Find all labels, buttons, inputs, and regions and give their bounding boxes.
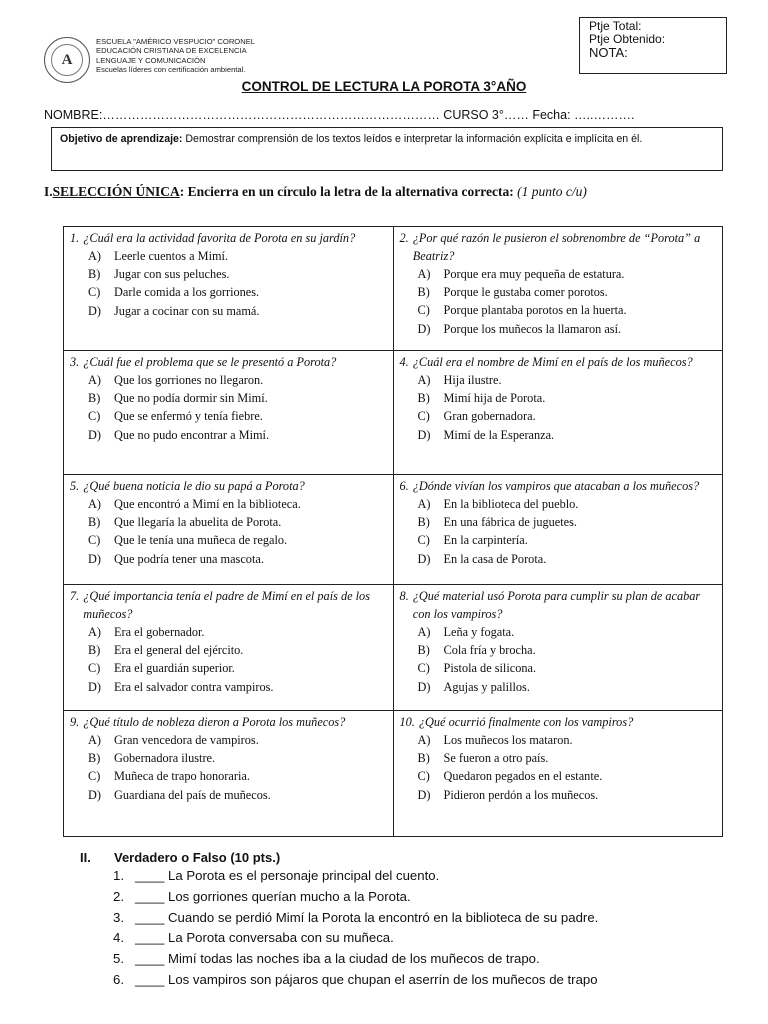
- question-text: 10. ¿Qué ocurrió finalmente con los vampiros?: [399, 715, 634, 729]
- option[interactable]: D) Jugar a cocinar con su mamá.: [88, 303, 260, 318]
- option[interactable]: A) Los muñecos los mataron.: [417, 733, 573, 747]
- option[interactable]: A) Hija ilustre.: [417, 373, 502, 387]
- question-cell: [64, 227, 394, 351]
- section-2-roman: II.: [80, 850, 91, 865]
- question-text: 6. ¿Dónde vivían los vampiros que atacaban a los muñecos?: [399, 479, 700, 493]
- question-text: 8. ¿Qué material usó Porota para cumplir su plan de acabar con los vampiros?: [399, 589, 701, 621]
- question-cell: [393, 585, 723, 711]
- option[interactable]: A) Era el gobernador.: [88, 625, 205, 639]
- question-cell: [393, 711, 723, 837]
- option[interactable]: B) Cola fría y brocha.: [417, 643, 536, 658]
- question-cell: [64, 585, 394, 711]
- section-2-title: Verdadero o Falso (10 pts.): [114, 850, 281, 865]
- option[interactable]: A) En la biblioteca del pueblo.: [417, 497, 579, 511]
- section-1-heading: [44, 184, 587, 200]
- section-1-points: (1 punto c/u): [517, 184, 587, 199]
- option[interactable]: D) Que no pudo encontrar a Mimí.: [88, 427, 270, 442]
- true-false-item[interactable]: 4. ____ La Porota conversaba con su muñeca.: [113, 930, 394, 946]
- question-cell: [64, 711, 394, 837]
- question-cell: [393, 475, 723, 585]
- option[interactable]: A) Que encontró a Mimí en la biblioteca.: [88, 497, 301, 511]
- option[interactable]: B) Porque le gustaba comer porotos.: [417, 285, 608, 300]
- option[interactable]: B) Era el general del ejército.: [88, 643, 244, 658]
- objective-text: Demostrar comprensión de los textos leídos e interpretar la información explícita e implícita en él.: [182, 133, 643, 145]
- option[interactable]: B) Que llegaría la abuelita de Porota.: [88, 515, 282, 530]
- question-text: 3. ¿Cuál fue el problema que se le presentó a Porota?: [70, 355, 337, 369]
- true-false-item[interactable]: 1. ____ La Porota es el personaje principal del cuento.: [113, 868, 440, 883]
- option[interactable]: D) Era el salvador contra vampiros.: [88, 679, 274, 694]
- question-cell: [393, 351, 723, 475]
- question-text: 5. ¿Qué buena noticia le dio su papá a Porota?: [70, 479, 305, 493]
- objective-box: [51, 127, 723, 171]
- option[interactable]: C) En la carpintería.: [417, 533, 528, 548]
- section-1-roman: I.: [44, 184, 53, 199]
- school-line: ESCUELA "AMÉRICO VESPUCIO" CORONEL: [96, 37, 255, 46]
- school-header: [96, 37, 255, 75]
- option[interactable]: B) Jugar con sus peluches.: [88, 267, 230, 282]
- school-line: EDUCACIÓN CRISTIANA DE EXCELENCIA: [96, 46, 247, 56]
- question-cell: [393, 227, 723, 351]
- section-2-heading: [80, 850, 280, 865]
- score-box: [579, 17, 727, 74]
- option[interactable]: A) Leña y fogata.: [417, 625, 515, 639]
- option[interactable]: C) Darle comida a los gorriones.: [88, 285, 260, 300]
- option[interactable]: A) Gran vencedora de vampiros.: [88, 733, 259, 747]
- option[interactable]: A) Leerle cuentos a Mimí.: [88, 249, 229, 263]
- option[interactable]: D) Guardiana del país de muñecos.: [88, 787, 271, 802]
- question-text: 2. ¿Por qué razón le pusieron el sobrenombre de “Porota” a Beatriz?: [399, 231, 701, 263]
- true-false-item[interactable]: 3. ____ Cuando se perdió Mimí la Porota la encontró en la biblioteca de su padre.: [113, 909, 599, 925]
- question-text: 9. ¿Qué título de nobleza dieron a Porota los muñecos?: [70, 715, 346, 729]
- seal-letter: A: [51, 44, 83, 76]
- school-line: Escuelas líderes con certificación ambiental.: [96, 65, 246, 75]
- question-text: 1. ¿Cuál era la actividad favorita de Porota en su jardín?: [70, 231, 356, 245]
- option[interactable]: B) Que no podía dormir sin Mimí.: [88, 391, 268, 406]
- option[interactable]: B) Mimí hija de Porota.: [417, 391, 546, 406]
- option[interactable]: C) Que le tenía una muñeca de regalo.: [88, 533, 288, 548]
- option[interactable]: D) Que podría tener una mascota.: [88, 551, 264, 566]
- true-false-list: [113, 866, 598, 991]
- option[interactable]: C) Que se enfermó y tenía fiebre.: [88, 409, 263, 424]
- option[interactable]: D) Pidieron perdón a los muñecos.: [417, 787, 599, 802]
- option[interactable]: C) Muñeca de trapo honoraria.: [88, 769, 250, 784]
- objective-label: Objetivo de aprendizaje:: [60, 133, 183, 145]
- true-false-item[interactable]: 5. ____ Mimí todas las noches iba a la ciudad de los muñecos de trapo.: [113, 951, 540, 967]
- option[interactable]: D) En la casa de Porota.: [417, 551, 547, 566]
- student-info-line: NOMBRE:……………………………………………………………………… CURSO 3°…… Fecha: …..……….: [44, 108, 635, 122]
- option[interactable]: B) En una fábrica de juguetes.: [417, 515, 578, 530]
- option[interactable]: D) Porque los muñecos la llamaron así.: [417, 321, 622, 336]
- question-text: 7. ¿Qué importancia tenía el padre de Mimí en el país de los muñecos?: [70, 589, 370, 621]
- option[interactable]: C) Gran gobernadora.: [417, 409, 536, 424]
- option[interactable]: B) Gobernadora ilustre.: [88, 751, 216, 766]
- option[interactable]: A) Porque era muy pequeña de estatura.: [417, 267, 625, 281]
- score-total: Ptje Total:: [589, 19, 642, 33]
- option[interactable]: D) Mimí de la Esperanza.: [417, 427, 555, 442]
- option[interactable]: A) Que los gorriones no llegaron.: [88, 373, 264, 387]
- section-1-title: SELECCIÓN ÚNICA: [52, 184, 180, 199]
- question-text: 4. ¿Cuál era el nombre de Mimí en el país de los muñecos?: [399, 355, 693, 369]
- school-line: LENGUAJE Y COMUNICACIÓN: [96, 55, 206, 65]
- true-false-item[interactable]: 2. ____ Los gorriones querían mucho a la Porota.: [113, 888, 411, 904]
- option[interactable]: C) Pistola de silicona.: [417, 661, 537, 676]
- option[interactable]: C) Era el guardián superior.: [88, 661, 235, 676]
- question-cell: [64, 351, 394, 475]
- page-title: CONTROL DE LECTURA LA POROTA 3°AÑO: [241, 79, 527, 94]
- section-1-instructions: : Encierra en un círculo la letra de la alternativa correcta:: [179, 184, 518, 199]
- score-grade: NOTA:: [589, 45, 628, 60]
- option[interactable]: C) Porque plantaba porotos en la huerta.: [417, 303, 627, 318]
- option[interactable]: D) Agujas y palillos.: [417, 679, 530, 694]
- option[interactable]: B) Se fueron a otro país.: [417, 751, 549, 766]
- option[interactable]: C) Quedaron pegados en el estante.: [417, 769, 603, 784]
- true-false-item[interactable]: 6. ____ Los vampiros son pájaros que chupan el aserrín de los muñecos de trapo: [113, 971, 598, 987]
- question-cell: [64, 475, 394, 585]
- school-seal: [44, 37, 90, 83]
- questions-table: [63, 226, 723, 837]
- score-obtained: Ptje Obtenido:: [589, 32, 666, 46]
